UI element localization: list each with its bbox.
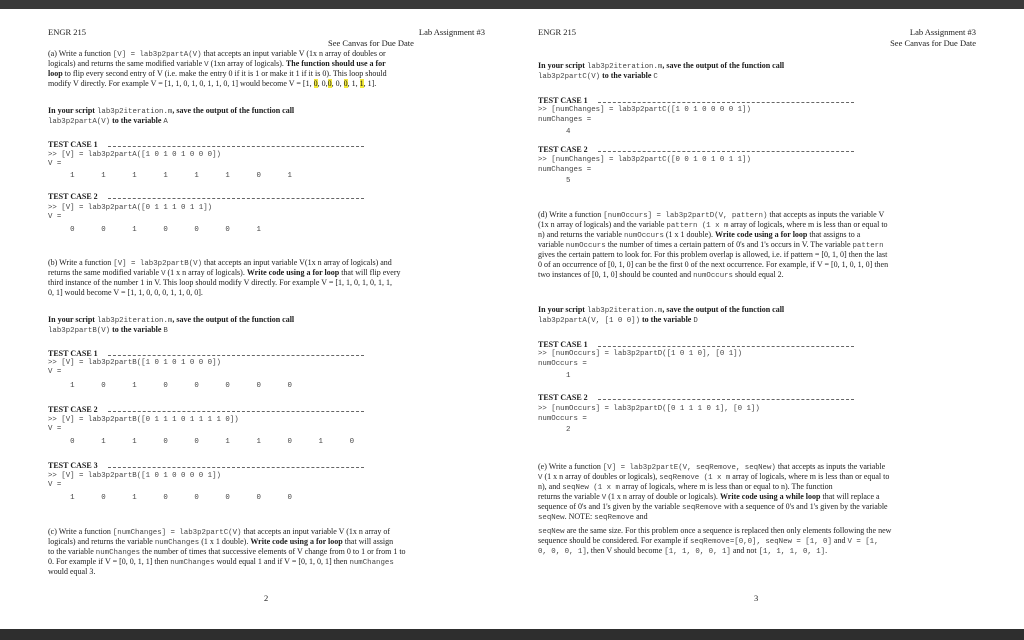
part-c-test-case-1-title: TEST CASE 1 (538, 96, 588, 105)
output-variable-label: numChanges = (538, 166, 592, 174)
page-header-course: ENGR 215 (538, 27, 577, 37)
part-c-test-case-2-output: 5 (566, 177, 571, 185)
output-variable-label: V = (48, 160, 62, 168)
page-number: 2 (264, 593, 269, 603)
output-variable-label: V = (48, 481, 62, 489)
output-variable-label: numChanges = (538, 116, 592, 124)
part-c-test-case-2-title: TEST CASE 2 (538, 145, 588, 154)
part-d-test-case-2-title: TEST CASE 2 (538, 393, 588, 402)
page-header-due-date: See Canvas for Due Date (328, 38, 414, 48)
part-b-test-case-2-command: >> [V] = lab3p2partB([0 1 1 1 0 1 1 1 1 0]) (48, 416, 239, 424)
window-top-bar (0, 0, 1024, 9)
page-header-assignment: Lab Assignment #3 (418, 27, 485, 37)
divider (108, 198, 364, 199)
part-d-test-case-1-title: TEST CASE 1 (538, 340, 588, 349)
part-a-test-case-2-command: >> [V] = lab3p2partA([0 1 1 1 0 1 1]) (48, 204, 213, 212)
part-a-test-case-1-title: TEST CASE 1 (48, 140, 98, 149)
divider (598, 399, 854, 400)
divider (598, 102, 854, 103)
page-header-course: ENGR 215 (48, 27, 87, 37)
part-b-test-case-3-title: TEST CASE 3 (48, 461, 98, 470)
output-variable-label: V = (48, 213, 62, 221)
divider (598, 151, 854, 152)
part-a-test-case-1-output: 1 1 1 1 1 1 0 1 (48, 172, 292, 180)
document-page-2: ENGR 215 Lab Assignment #3 See Canvas for Due Date (a) Write a function [V] = lab3p2partA(V) that accepts an input variable V (1x n array of doubles or logicals) and returns the same modified variable V (1xn array of logicals). The function should use a for loop to flip every second entry of V (i.e. make the entry 0 if it is 1 or make it 1 if it is 0). This loop should modify V directly. For example V = [1, 1, 0, 1, 0, 1, 1, 0, 1] would become V = [1, 0, 0,0, 0, 0, 1, 1, 1]. In your script lab3p2iteration.m, save the output of the function call lab3p2partA(V) to the variable A TEST CASE 1 >> [V] = lab3p2partA([1 0 1 0 1 0 0 0]) V = 1 1 1 1 1 1 0 1 TEST CASE 2 >> [V] = lab3p2partA([0 1 1 1 0 1 1]) V = 0 0 1 0 0 0 1 (b) Write a function [V] = lab3p2partB(V) that accepts an input variable V(1x n array of logicals) and returns the same modified variable V (1 x n array of logicals). Write code using a for loop that will flip every third instance of the number 1 in V. This loop should modify V directly. For example V = [1, 1, 0, 1, 0, 1, 1, 0, 1] would become V = [1, 1, 0, 0, 0, 1, 1, 0, 0]. In your script lab3p2iteration.m, save the output of the function call lab3p2partB(V) to the variable B TEST CASE 1 >> [V] = lab3p2partB([1 0 1 0 1 0 0 0]) V = 1 0 1 0 0 0 0 0 TEST CASE 2 >> [V] = lab3p2partB([0 1 1 1 0 1 1 1 1 0]) V = 0 1 1 0 0 1 1 0 1 0 TEST CASE 3 >> [V] = lab3p2partB([1 0 1 0 0 0 0 1]) V = 1 0 1 0 0 0 0 0 (c) Write a function [numChanges] = lab3p2partC(V) that accepts an input variable V (1x n array of logicals) and returns the variable numChanges (1 x 1 double). Write code using a for loop that will assign to the variable numChanges the number of times that successive elements of V change from 0 to 1 or from 1 to 0. For example if V = [0, 0, 1, 1] then numChanges would equal 1 and if V = [0, 1, 0, 1] then numChanges would equal 3. 2 (48, 27, 485, 603)
part-c-test-case-1-command: >> [numChanges] = lab3p2partC([1 0 1 0 0 0 0 1]) (538, 106, 751, 114)
part-b-test-case-1-title: TEST CASE 1 (48, 349, 98, 358)
divider (108, 467, 364, 468)
part-d-test-case-2-command: >> [numOccurs] = lab3p2partD([0 1 1 1 0 1], [0 1]) (538, 405, 760, 413)
part-b-test-case-1-command: >> [V] = lab3p2partB([1 0 1 0 1 0 0 0]) (48, 359, 221, 367)
part-d-test-case-1-output: 1 (566, 372, 571, 380)
part-b-test-case-3-command: >> [V] = lab3p2partB([1 0 1 0 0 0 0 1]) (48, 472, 221, 480)
part-a-test-case-2-title: TEST CASE 2 (48, 192, 98, 201)
part-d-test-case-1-command: >> [numOccurs] = lab3p2partD([1 0 1 0], [0 1]) (538, 350, 743, 358)
window-bottom-bar (0, 629, 1024, 640)
part-d-test-case-2-output: 2 (566, 426, 571, 434)
part-c-test-case-1-output: 4 (566, 128, 571, 136)
page-header-due-date: See Canvas for Due Date (890, 38, 976, 48)
page-header-assignment: Lab Assignment #3 (909, 27, 976, 37)
output-variable-label: V = (48, 368, 62, 376)
part-b-test-case-3-output: 1 0 1 0 0 0 0 0 (48, 494, 292, 502)
part-b-test-case-2-output: 0 1 1 0 0 1 1 0 1 0 (48, 438, 355, 446)
divider (108, 146, 364, 147)
part-a-test-case-1-command: >> [V] = lab3p2partA([1 0 1 0 1 0 0 0]) (48, 151, 221, 159)
divider (598, 346, 854, 347)
output-variable-label: V = (48, 425, 62, 433)
document-page-3: ENGR 215 Lab Assignment #3 See Canvas for Due Date In your script lab3p2iteration.m, save the output of the function call lab3p2partC(V) to the variable C TEST CASE 1 >> [numChanges] = lab3p2partC([1 0 1 0 0 0 0 1]) numChanges = 4 TEST CASE 2 >> [numChanges] = lab3p2partC([0 0 1 0 1 0 1 1]) numChanges = 5 (d) Write a function [numOccurs] = lab3p2partD(V, pattern) that accepts as inputs the variable V (1x n array of logicals) and the variable pattern (1 x m array of logicals, where m is less than or equal to n) and returns the variable numOccurs (1 x 1 double). Write code using a for loop that assigns to a variable numOccurs the number of times a certain pattern of 0's and 1's occurs in V. The variable pattern gives the certain pattern to look for. For this problem overlap is allowed, i.e. if pattern = [0, 1, 0] then the last 0 of an occurrence of [0, 1, 0] can be the first 0 of the next occurrence. For example, if V = [0, 1, 0, 1, 0] then two instances of [0, 1, 0] should be counted and numOccurs should equal 2. In your script lab3p2iteration.m, save the output of the function call lab3p2partA(V, [1 0 0]) to the variable D TEST CASE 1 >> [numOccurs] = lab3p2partD([1 0 1 0], [0 1]) numOccurs = 1 TEST CASE 2 >> [numOccurs] = lab3p2partD([0 1 1 1 0 1], [0 1]) numOccurs = 2 (e) Write a function [V] = lab3p2partE(V, seqRemove, seqNew) that accepts as inputs the variable V (1 x n array of doubles or logicals), seqRemove (1 x m array of logicals, where m is less than or equal to n), and seqNew (1 x m array of logicals, where m is less than or equal to n). The function returns the variable V (1 x n array of double or logicals). Write code using a while loop that will replace a sequence of 0's and 1's given by the variable seqRemove with a sequence of 0's and 1's given by the variable seqNew. NOTE: seqRemove and seqNew are the same size. For this problem once a sequence is replaced then only elements following the new sequence should be considered. For example if seqRemove=[0,0], seqNew = [1, 0] and V = [1, 0, 0, 0, 1], then V should become [1, 1, 0, 0, 1] and not [1, 1, 1, 0, 1]. 3 (538, 27, 976, 603)
page-number: 3 (754, 593, 759, 603)
divider (108, 411, 364, 412)
part-b-test-case-1-output: 1 0 1 0 0 0 0 0 (48, 382, 292, 390)
part-c-test-case-2-command: >> [numChanges] = lab3p2partC([0 0 1 0 1 0 1 1]) (538, 156, 751, 164)
output-variable-label: numOccurs = (538, 415, 587, 423)
part-b-test-case-2-title: TEST CASE 2 (48, 405, 98, 414)
part-a-test-case-2-output: 0 0 1 0 0 0 1 (48, 226, 261, 234)
divider (108, 355, 364, 356)
output-variable-label: numOccurs = (538, 360, 587, 368)
